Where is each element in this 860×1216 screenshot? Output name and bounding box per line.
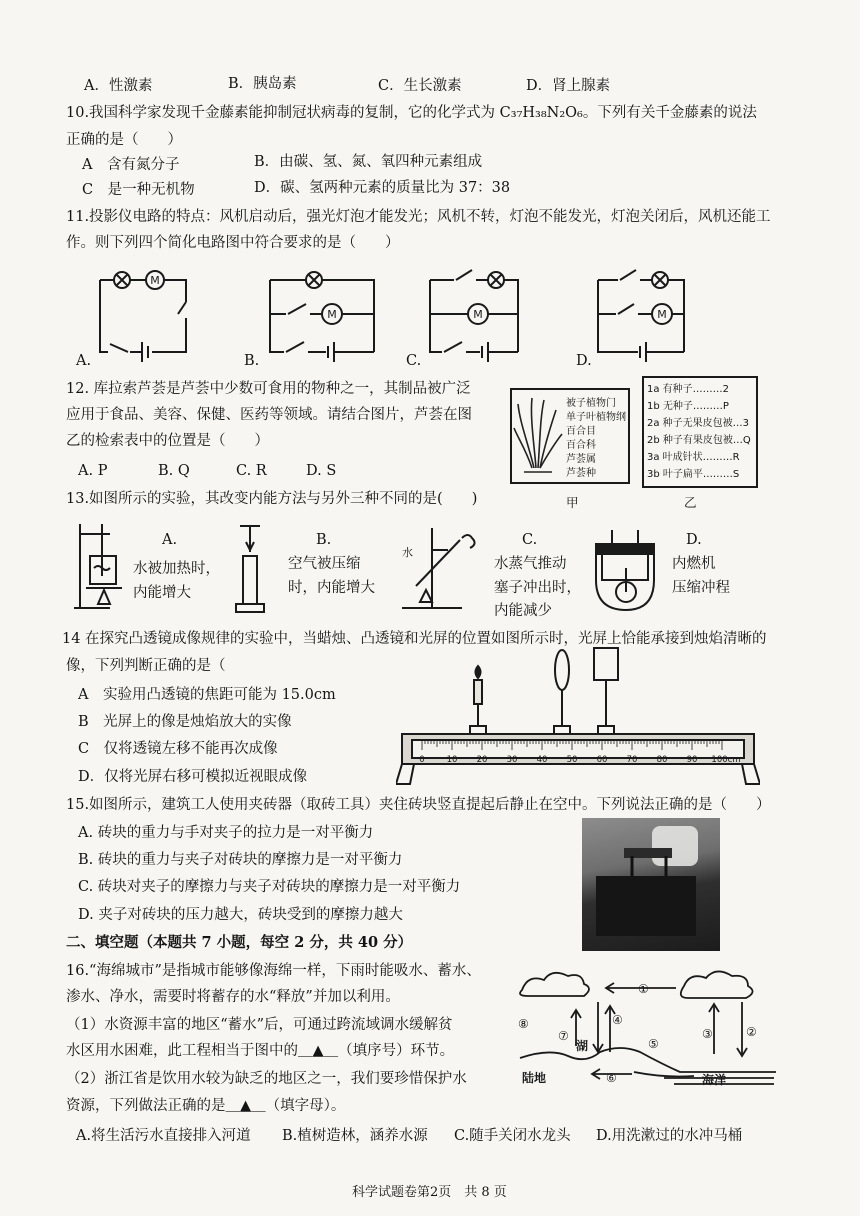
circuit-b [270,272,374,362]
q10-option-d: D．碳、氢两种元素的质量比为 37：38 [254,180,511,196]
q11-circuit-diagrams [70,258,810,370]
q16-p2-line1: （2）浙江省是饮用水较为缺乏的地区之一，我们要珍惜保护水 [66,1071,467,1087]
steam-tube-icon [392,520,492,616]
q13-c-line2: 塞子冲出时， [494,580,581,596]
q14-option-d: D．仅将光屏右移可模拟近视眼成像 [78,769,308,785]
tick-50: 50 [566,755,578,765]
circuit-d [598,270,684,362]
tick-80: 80 [656,755,668,765]
q12-stem-line2: 应用于食品、美容、保健、医药等领域。请结合图片，芦荟在图 [66,407,472,423]
tick-60: 60 [596,755,608,765]
q10-option-a: A 含有氮分子 [82,157,180,173]
land-label: 陆地 [522,1071,547,1085]
label-jia: 甲 [566,495,579,510]
tick-30: 30 [506,755,518,765]
air-compression-icon [230,522,280,618]
section-fill-in-title: 二、填空题（本题共 7 小题，每空 2 分，共 40 分） [66,934,413,951]
q13-d-line1: 内燃机 [672,556,716,572]
taxonomy-2: 单子叶植物纲 [566,412,626,423]
cloud-right-icon [681,971,753,998]
q11-label-d: D. [576,353,592,369]
q16-p1-line1: （1）水资源丰富的地区“蓄水”后，可通过跨流域调水缓解贫 [66,1017,453,1033]
cycle-7: ⑦ [558,1029,569,1043]
cycle-3: ③ [702,1027,713,1041]
q15-option-d: D. 夹子对砖块的压力越大，砖块受到的摩擦力越大 [78,907,403,923]
motor-symbol-c: M [473,308,483,321]
q16-stem-line2: 渗水、净水，需要时将蓄存的水“释放”并加以利用。 [66,989,400,1005]
q16-option-c: C.随手关闭水龙头 [454,1128,571,1144]
q15-stem: 15.如图所示，建筑工人使用夹砖器（取砖工具）夹住砖块竖直提起后静止在空中。下列说法正确的是（ ） [66,797,771,813]
key-2a: 2a 种子无果皮包被…3 [647,418,750,429]
q13-c-line1: 水蒸气推动 [494,556,567,572]
q11-label-a: A. [76,353,92,369]
tick-20: 20 [476,755,488,765]
q10-stem-line2: 正确的是（ ） [66,132,182,148]
taxonomy-3: 百合目 [566,426,596,437]
q16-option-d: D.用洗漱过的水冲马桶 [596,1128,743,1144]
label-yi: 乙 [684,495,697,510]
cycle-8: ⑧ [518,1017,529,1031]
q9-option-b: B．胰岛素 [228,76,297,92]
q16-p2-line2: 资源，下列做法正确的是＿▲＿（填字母）。 [66,1098,346,1114]
q12-option-b: B. Q [158,463,190,479]
q11-stem-line1: 11.投影仪电路的特点：风机启动后，强光灯泡才能发光；风机不转，灯泡不能发光，灯泡关闭后，风机还能工 [66,209,771,225]
tick-100: 100cm [711,755,741,765]
q15-option-a: A. 砖块的重力与手对夹子的拉力是一对平衡力 [78,825,374,841]
q12-stem-line3: 乙的检索表中的位置是（ ） [66,433,269,449]
water-cycle-diagram [514,966,778,1100]
motor-symbol-a: M [150,274,160,287]
taxonomy-6: 芦荟种 [566,468,596,479]
key-1a: 1a 有种子………2 [647,384,730,395]
tick-0: 0 [419,755,425,765]
key-3a: 3a 叶成针状………R [647,452,740,463]
cycle-2: ② [746,1025,757,1039]
q13-c-line3: 内能减少 [494,603,552,619]
key-1b: 1b 无种子………P [647,401,729,412]
q9-option-c: C．生长激素 [378,78,462,94]
q13-a-line1: 水被加热时， [133,561,220,577]
engine-icon [588,520,666,616]
aloe-plant-icon [514,398,562,472]
q15-option-c: C. 砖块对夹子的摩擦力与夹子对砖块的摩擦力是一对平衡力 [78,879,461,895]
q14-stem-line1: 14 在探究凸透镜成像规律的实验中，当蜡烛、凸透镜和光屏的位置如图所示时，光屏上恰能承接到烛焰清晰的 [62,631,767,647]
q9-option-a: A．性激素 [84,78,153,94]
q13-d-line2: 压缩冲程 [672,580,730,596]
ocean-label: 海洋 [702,1073,727,1087]
brick-clamp-photo [582,818,720,951]
q10-option-b: B．由碳、氢、氮、氧四种元素组成 [254,154,483,170]
q16-option-a: A.将生活污水直接排入河道 [76,1128,251,1144]
q12-stem-line1: 12. 库拉索芦荟是芦荟中少数可食用的物种之一，其制品被广泛 [66,381,471,397]
q14-option-b: B 光屏上的像是烛焰放大的实像 [78,714,292,730]
cycle-6: ⑥ [606,1071,617,1085]
taxonomy-5: 芦荟属 [566,454,596,465]
cycle-4: ④ [612,1013,623,1027]
heating-water-icon [70,516,140,616]
q12-option-a: A. P [78,463,108,479]
tick-90: 90 [686,755,698,765]
q11-label-c: C. [406,353,422,369]
optical-bench [396,644,760,788]
taxonomy-4: 百合科 [566,440,596,451]
motor-symbol-d: M [657,308,667,321]
q15-option-b: B. 砖块的重力与夹子对砖块的摩擦力是一对平衡力 [78,852,403,868]
q13-a-letter: A. [162,532,178,548]
q10-option-c: C 是一种无机物 [82,182,195,198]
circuit-a [100,271,186,362]
q14-option-c: C 仅将透镜左移不能再次成像 [78,741,278,757]
q13-b-line1: 空气被压缩 [288,556,361,572]
q11-stem-line2: 作。则下列四个简化电路图中符合要求的是（ ） [66,235,400,251]
q14-option-a: A 实验用凸透镜的焦距可能为 15.0cm [78,687,336,703]
q13-stem: 13.如图所示的实验，其改变内能方法与另外三种不同的是( ) [66,491,478,507]
tick-70: 70 [626,755,638,765]
q16-stem-line1: 16.“海绵城市”是指城市能够像海绵一样，下雨时能吸水、蓄水、 [66,963,481,979]
q16-option-b: B.植树造林，涵养水源 [282,1128,428,1144]
q13-a-line2: 内能增大 [133,585,191,601]
q13-c-water: 水 [402,546,413,559]
q13-b-letter: B. [316,532,332,548]
cycle-5: ⑤ [648,1037,659,1051]
q12-option-c: C. R [236,463,267,479]
tick-10: 10 [446,755,458,765]
tick-40: 40 [536,755,548,765]
q14-stem-line2: 像，下列判断正确的是（ [66,658,226,674]
cycle-1: ① [638,982,649,996]
key-2b: 2b 种子有果皮包被…Q [647,435,751,446]
cloud-left-icon [520,973,589,996]
q13-d-letter: D. [686,532,702,548]
page-footer: 科学试题卷第2页 共 8 页 [352,1185,507,1200]
motor-symbol-b: M [327,308,337,321]
q10-stem-line1: 10.我国科学家发现千金藤素能抑制冠状病毒的复制，它的化学式为 C₃₇H₃₈N₂O₆。下列有关千金藤素的说法 [66,105,757,121]
key-3b: 3b 叶子扁平………S [647,469,740,480]
q13-c-letter: C. [522,532,538,548]
taxonomy-1: 被子植物门 [566,398,616,409]
q13-b-line2: 时，内能增大 [288,580,375,596]
q11-label-b: B. [244,353,260,369]
lake-label: 湖 [576,1039,589,1053]
q12-option-d: D. S [306,463,337,479]
q9-option-d: D．肾上腺素 [526,78,611,94]
q16-p1-line2: 水区用水困难，此工程相当于图中的＿▲＿（填序号）环节。 [66,1043,455,1059]
